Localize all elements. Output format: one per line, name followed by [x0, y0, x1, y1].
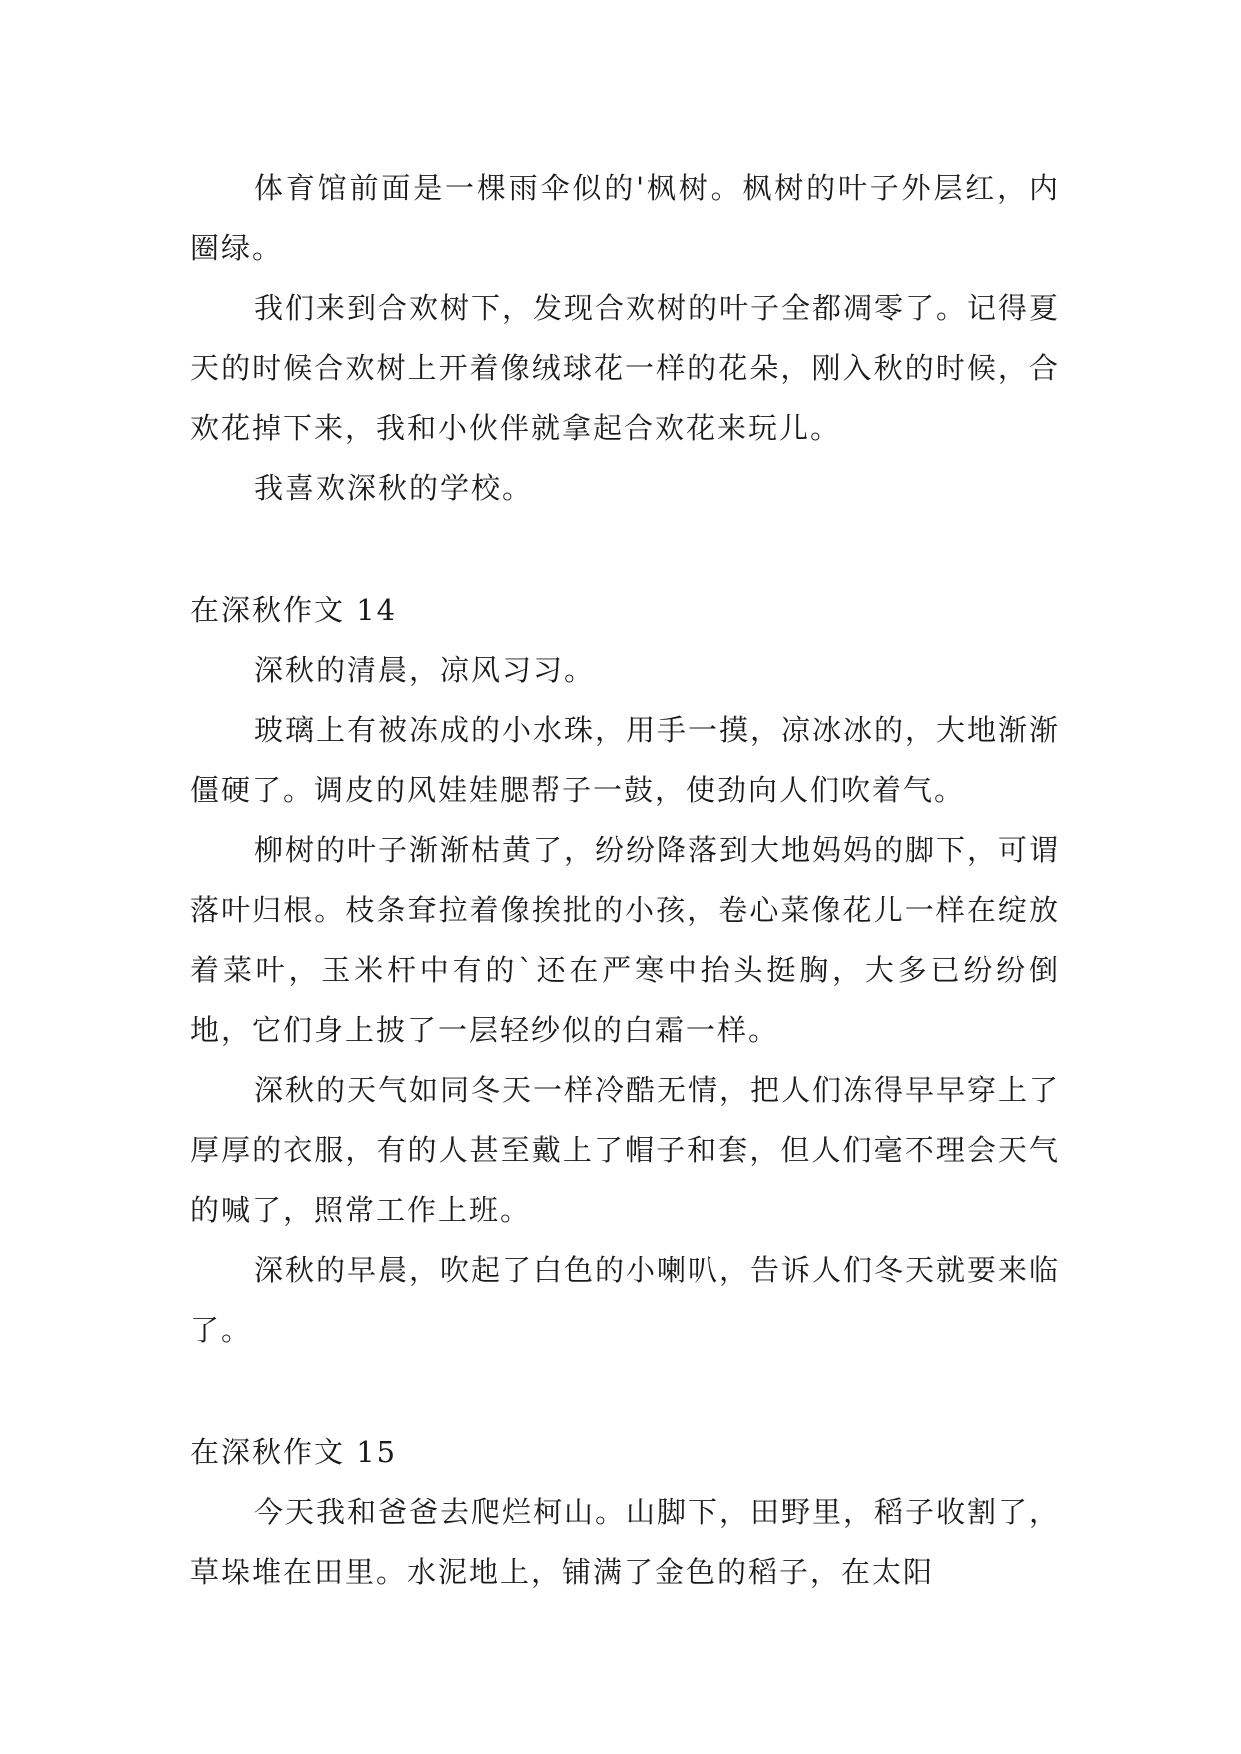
- paragraph: 深秋的天气如同冬天一样冷酷无情，把人们冻得早早穿上了厚厚的衣服，有的人甚至戴上了帽子和套，但人们毫不理会天气的喊了，照常工作上班。: [190, 1073, 1061, 1227]
- document-page: [190, 158, 1060, 1602]
- paragraph: 今天我和爸爸去爬烂柯山。山脚下，田野里，稻子收割了，草垛堆在田里。水泥地上，铺满了金色的稻子，在太阳: [190, 1495, 1061, 1589]
- paragraph: 柳树的叶子渐渐枯黄了，纷纷降落到大地妈妈的脚下，可谓落叶归根。枝条耷拉着像挨批的小孩，卷心菜像花儿一样在绽放着菜叶，玉米杆中有的`还在严寒中抬头挺胸，大多已纷纷倒地，它们身上披了一层轻纱似的白霜一样。: [190, 833, 1061, 1047]
- section-heading: 在深秋作文 15: [190, 1435, 398, 1469]
- paragraph: 玻璃上有被冻成的小水珠，用手一摸，凉冰冰的，大地渐渐僵硬了。调皮的风娃娃腮帮子一鼓，使劲向人们吹着气。: [190, 713, 1061, 807]
- paragraph: 我喜欢深秋的学校。: [254, 471, 534, 505]
- paragraph: 深秋的清晨，凉风习习。: [254, 653, 596, 687]
- section-heading: 在深秋作文 14: [190, 593, 398, 627]
- paragraph: 深秋的早晨，吹起了白色的小喇叭，告诉人们冬天就要来临了。: [190, 1253, 1061, 1347]
- paragraph: 体育馆前面是一棵雨伞似的'枫树。枫树的叶子外层红，内圈绿。: [190, 171, 1060, 265]
- paragraph: 我们来到合欢树下，发现合欢树的叶子全都凋零了。记得夏天的时候合欢树上开着像绒球花一样的花朵，刚入秋的时候，合欢花掉下来，我和小伙伴就拿起合欢花来玩儿。: [190, 291, 1061, 445]
